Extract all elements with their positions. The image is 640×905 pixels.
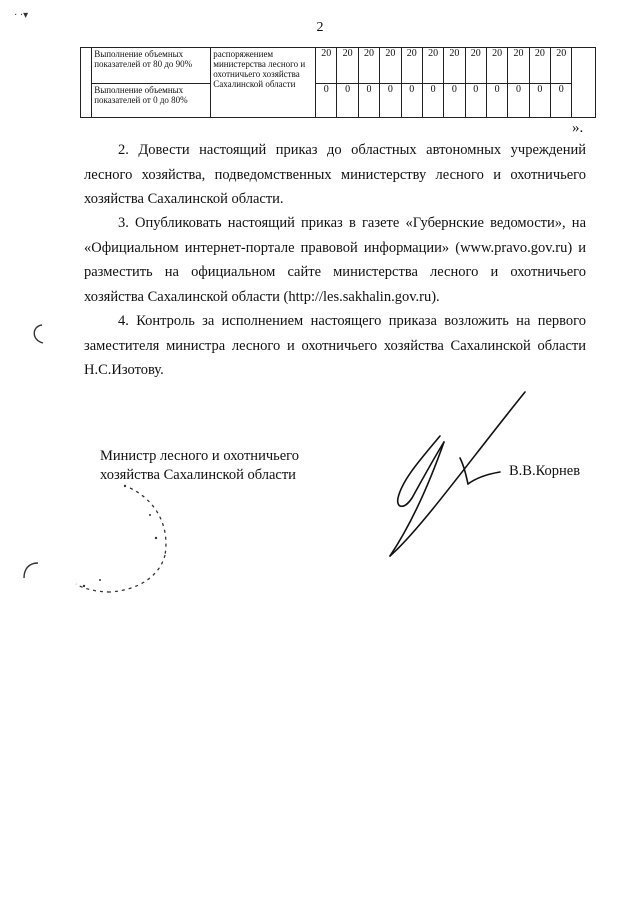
signatory-title-line: Министр лесного и охотничьего: [100, 448, 299, 464]
indicator-cell: Выполнение объемных показателей от 0 до 80%: [92, 84, 211, 118]
value-cell: 20: [551, 48, 572, 84]
hole-punch-mark-icon: [20, 560, 42, 580]
table-row: [81, 48, 596, 84]
value-cell: 0: [316, 84, 337, 118]
value-cell: 0: [444, 84, 465, 118]
signatory-name: В.В.Корнев: [509, 463, 581, 479]
value-cell: 0: [529, 84, 550, 118]
value-cell: 0: [380, 84, 401, 118]
value-cell: 0: [486, 84, 507, 118]
value-cell: 20: [316, 48, 337, 84]
value-cell: 20: [444, 48, 465, 84]
value-cell: 0: [465, 84, 486, 118]
paragraph-2: 2. Довести настоящий приказ до областных автономных учреждений лесного хозяйства, подведомственных министерству лесного и охотничьего хозяйства Сахалинской области.: [84, 142, 586, 207]
value-cell: 0: [508, 84, 529, 118]
scan-mark: · ·▾: [14, 10, 29, 21]
value-cell: 20: [401, 48, 422, 84]
value-cell: 20: [465, 48, 486, 84]
signatory-title-line: хозяйства Сахалинской области: [100, 467, 296, 483]
value-cell: 20: [508, 48, 529, 84]
value-cell: 20: [337, 48, 358, 84]
value-cell: 0: [358, 84, 379, 118]
value-cell: 20: [380, 48, 401, 84]
indicator-table: [80, 47, 596, 118]
stamp-icon: [70, 480, 180, 600]
value-cell: 20: [422, 48, 443, 84]
paragraph-4: 4. Контроль за исполнением настоящего приказа возложить на первого заместителя министра лесного и охотничьего хозяйства Сахалинской области Н.С.Изотову.: [84, 313, 586, 378]
order-cell: распоряжением министерства лесного и охотничьего хозяйства Сахалинской области: [211, 48, 316, 118]
value-cell: 0: [337, 84, 358, 118]
value-cell: 20: [486, 48, 507, 84]
page-number: 2: [316, 20, 324, 35]
value-cell: 0: [551, 84, 572, 118]
closing-quote: ».: [572, 120, 584, 136]
hole-punch-mark-icon: [28, 322, 46, 346]
empty-cell: [572, 48, 596, 118]
table-row: [81, 84, 596, 118]
table-stub-cell: [81, 48, 92, 118]
value-cell: 20: [529, 48, 550, 84]
indicator-cell: Выполнение объемных показателей от 80 до 90%: [92, 48, 211, 84]
value-cell: 0: [422, 84, 443, 118]
paragraph-3: 3. Опубликовать настоящий приказ в газете «Губернские ведомости», на «Официальном интернет-портале правовой информации» (www.pravo.gov.ru) и разместить на официальном сайте министерства лесного и охотничьего хозяйства Сахалинской области (http://les.sakhalin.gov.ru).: [84, 215, 586, 305]
value-cell: 20: [358, 48, 379, 84]
value-cell: 0: [401, 84, 422, 118]
